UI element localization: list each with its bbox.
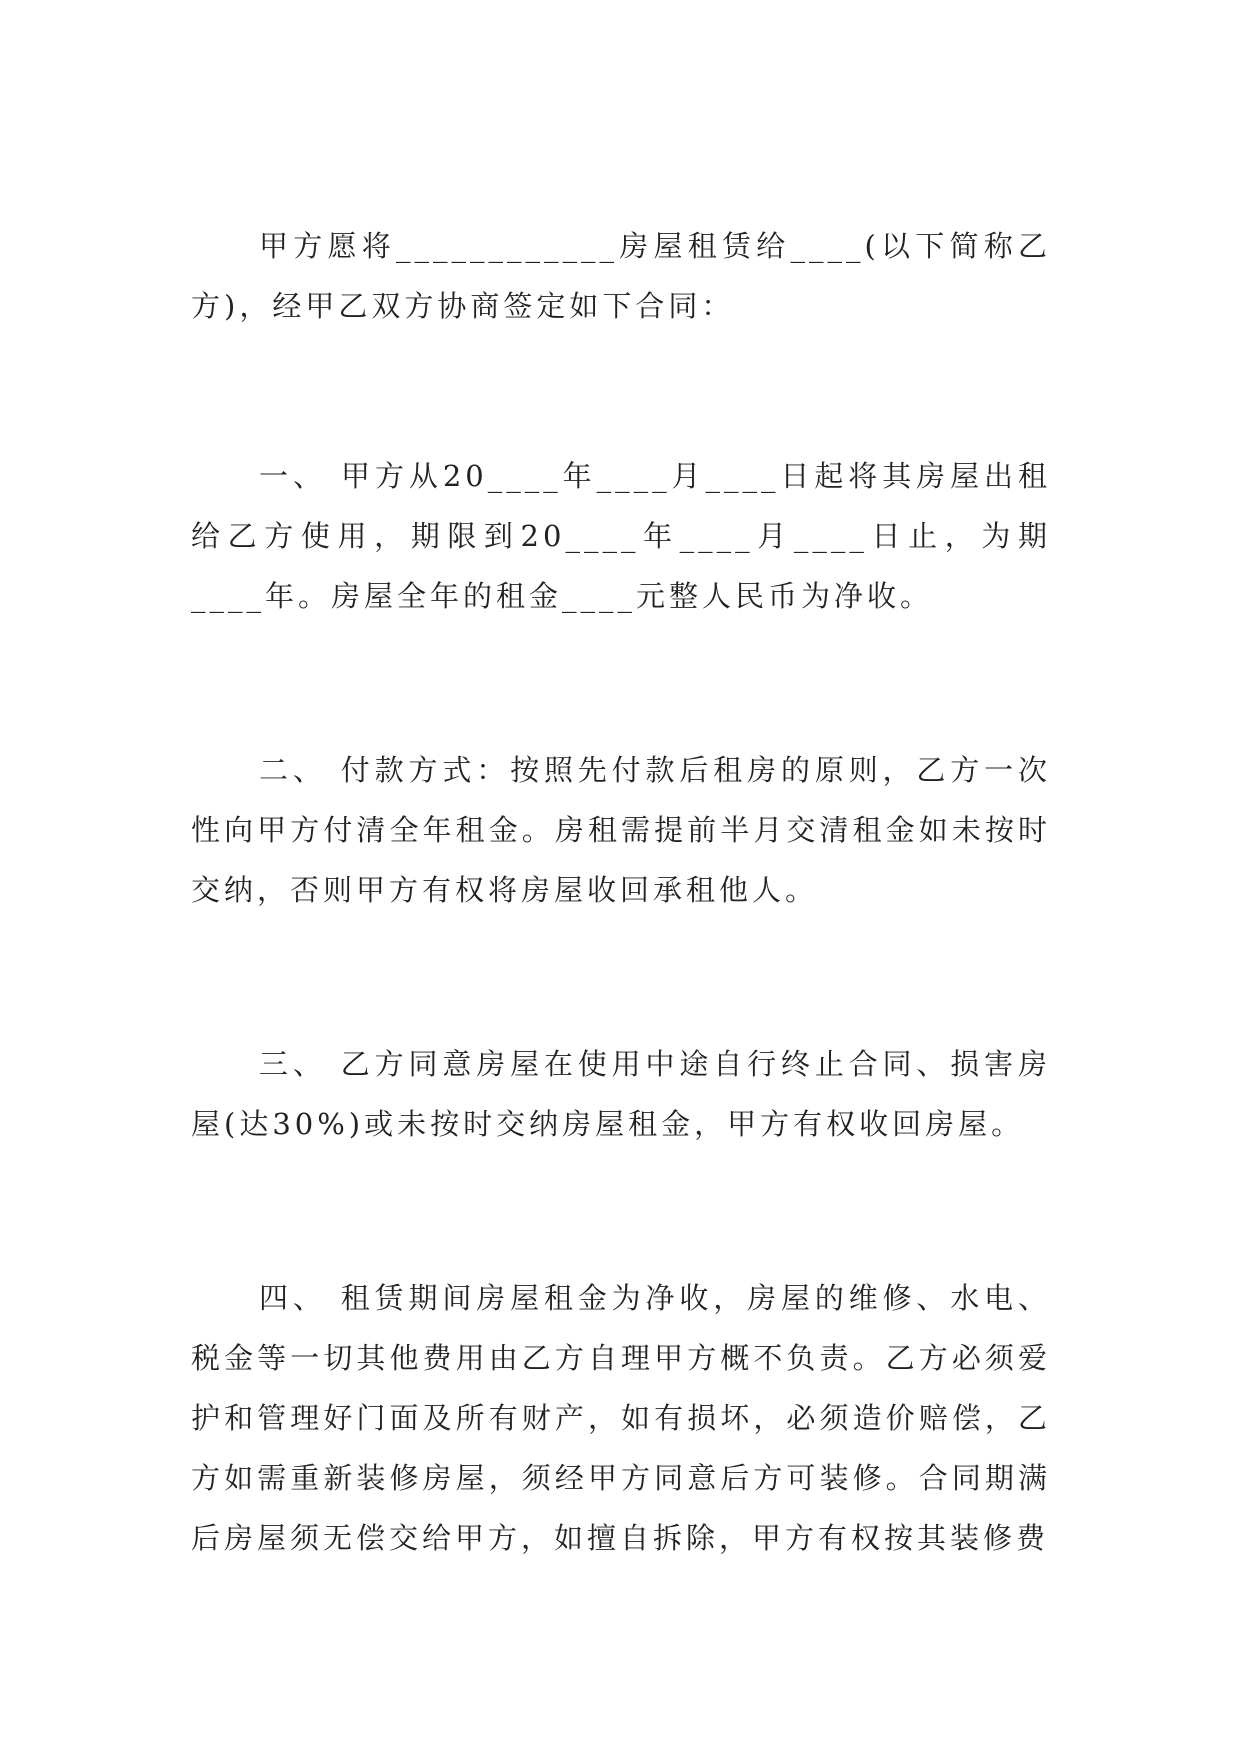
clause-4-paragraph: 四、 租赁期间房屋租金为净收，房屋的维修、水电、税金等一切其他费用由乙方自理甲方概不负责。乙方必须爱护和管理好门面及所有财产，如有损坏，必须造价赔偿，乙方如需重新装修房屋，须经甲方同意后方可装修。合同期满后房屋须无偿交给甲方，如擅自拆除，甲方有权按其装修费	[191, 1281, 1051, 1555]
contract-intro-paragraph: 甲方愿将____________房屋租赁给____(以下简称乙方)，经甲乙双方协商签定如下合同：	[191, 229, 1051, 323]
clause-2-paragraph: 二、 付款方式：按照先付款后租房的原则，乙方一次性向甲方付清全年租金。房租需提前半月交清租金如未按时交纳，否则甲方有权将房屋收回承租他人。	[191, 753, 1051, 907]
clause-1-paragraph: 一、 甲方从20____年____月____日起将其房屋出租给乙方使用，期限到20____年____月____日止，为期____年。房屋全年的租金____元整人民币为净收。	[191, 459, 1051, 613]
clause-3-paragraph: 三、 乙方同意房屋在使用中途自行终止合同、损害房屋(达30%)或未按时交纳房屋租金，甲方有权收回房屋。	[191, 1047, 1051, 1141]
